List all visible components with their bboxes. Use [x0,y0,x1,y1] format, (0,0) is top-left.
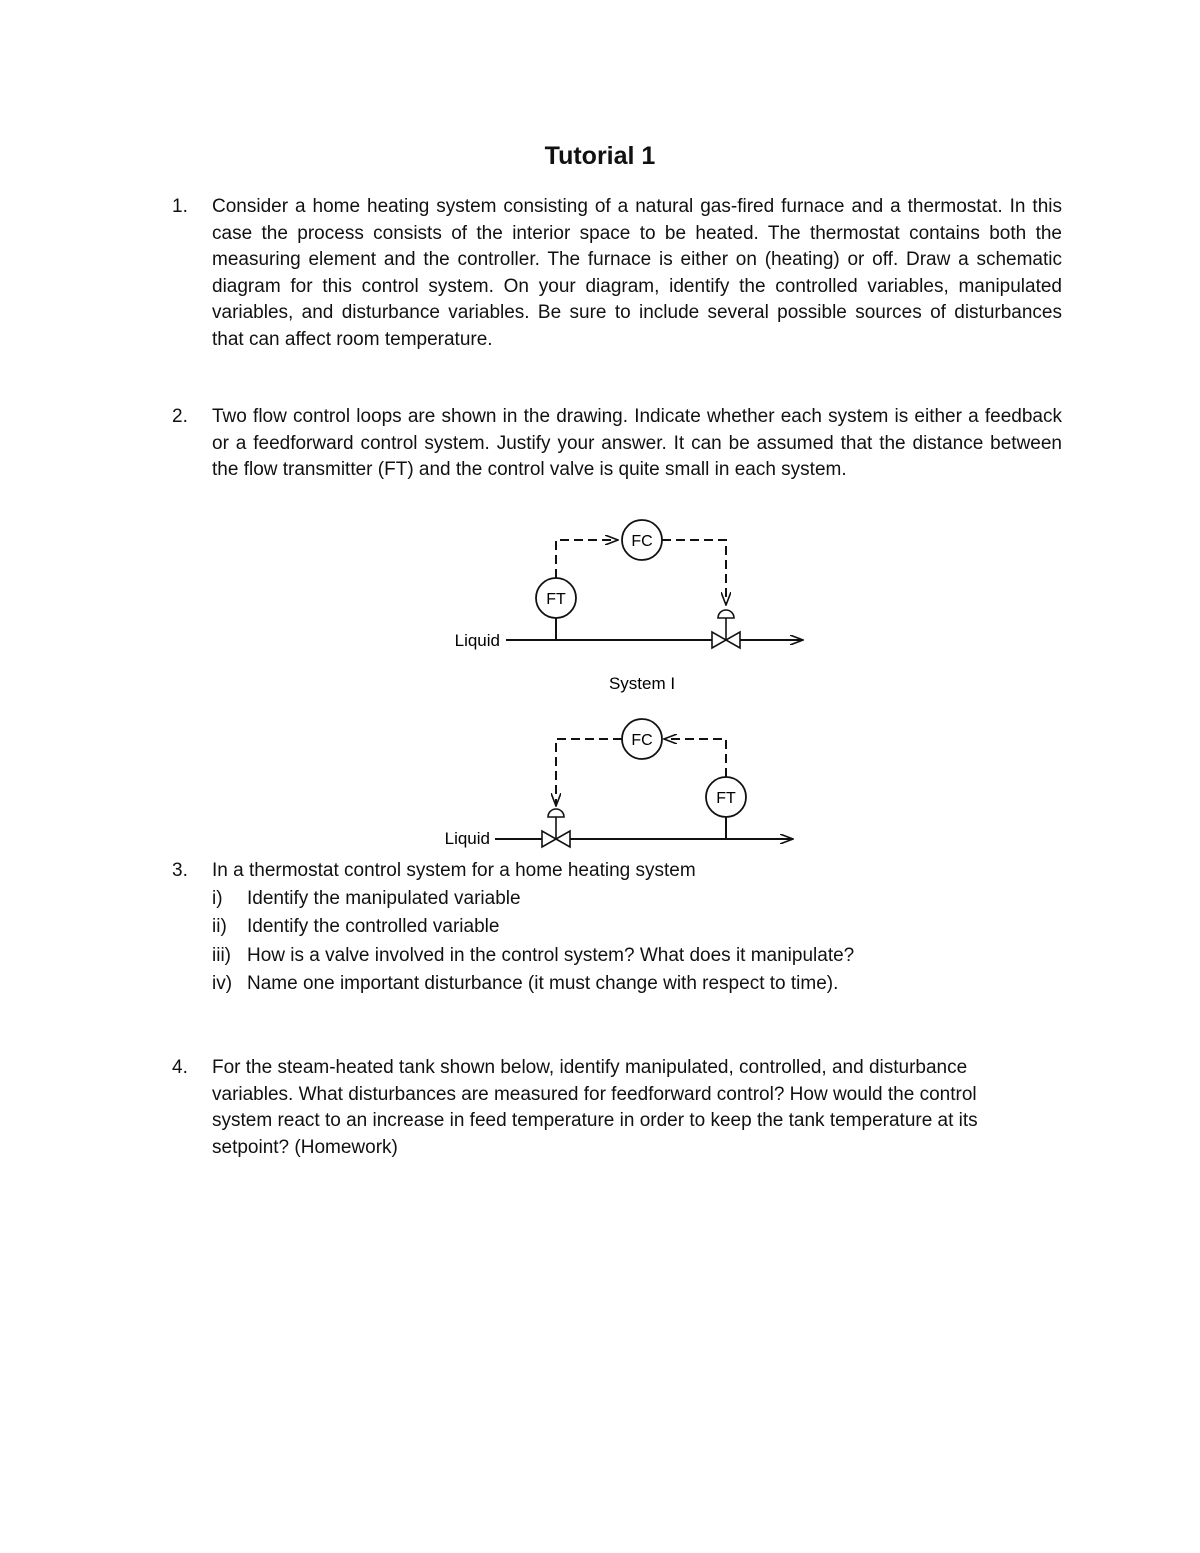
list-item-text: Identify the controlled variable [247,916,500,938]
question-3 [172,858,1062,885]
page-title: Tutorial 1 [544,142,656,170]
question-text: For the steam-heated tank shown below, identify manipulated, controlled, and disturbance variables. What disturbances are measured for feedforward control? How would the control system react to an increase in feed temperature in order to keep the tank temperature at its setpoint? (Homework) [212,1057,978,1158]
list-item-text: How is a valve involved in the control system? What does it manipulate? [247,944,855,966]
system-2-diagram [445,719,793,848]
question-text: Consider a home heating system consisting of a natural gas-fired furnace and a thermostat. In this case the process consists of the interior space to be heated. The thermostat contains both the measuring element and the controller. The furnace is either on (heating) or off. Draw a schematic diagram for this control system. On your diagram, identify the controlled variables, manipulated variables, and disturbance variables. Be sure to include several possible sources of disturbances that can affect room temperature. [212,196,1062,350]
signal-line-ft-to-fc [556,540,618,578]
liquid-label: Liquid [444,829,490,848]
signal-line-fc-to-valve [556,739,622,806]
list-item-number: iv) [212,972,233,994]
question-number: 1. [172,196,188,217]
question-text: Two flow control loops are shown in the drawing. Indicate whether each system is either a feedback or a feedforward control system. Justify your answer. It can be assumed that the distance between the flow transmitter (FT) and the control valve is quite small in each system. [212,406,1062,480]
question-4 [172,1055,1062,1161]
question-number: 3. [172,860,188,881]
ft-label: FT [716,790,736,807]
list-item-number: i) [212,888,223,909]
list-item-text: Identify the manipulated variable [247,888,521,909]
control-valve [542,809,570,847]
list-item-number: ii) [212,916,227,938]
question-text: In a thermostat control system for a home heating system [212,860,696,881]
liquid-label: Liquid [454,631,500,650]
ft-label: FT [546,591,566,608]
system-1-diagram [455,520,803,693]
fc-label: FC [631,533,653,550]
list-item-text: Name one important disturbance (it must change with respect to time). [247,972,839,994]
question-number: 4. [172,1057,188,1078]
system-1-caption: System I [608,674,676,693]
question-number: 2. [172,406,188,427]
signal-line-fc-to-valve [662,540,726,605]
list-item-number: iii) [212,944,231,966]
fc-label: FC [631,732,653,749]
signal-line-ft-to-fc [664,739,726,777]
control-valve [712,610,740,648]
